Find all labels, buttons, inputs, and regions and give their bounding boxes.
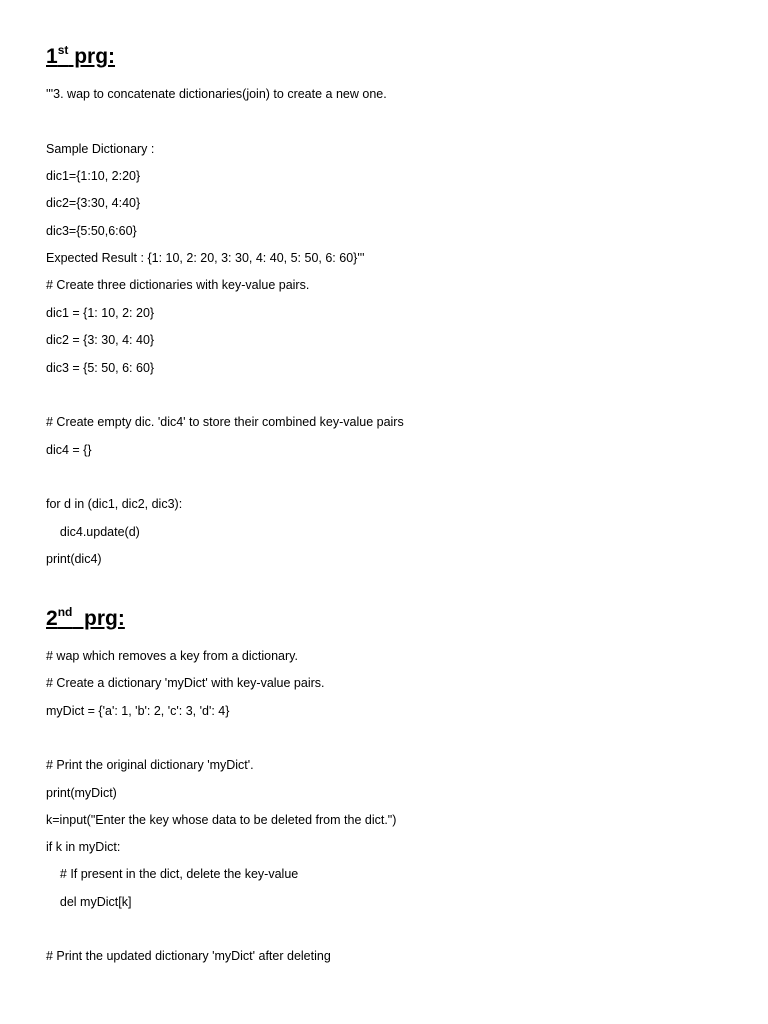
code-line: k=input("Enter the key whose data to be deleted from the dict.") [46, 813, 397, 827]
heading-number: 2 [46, 607, 58, 630]
text-line: Sample Dictionary : [46, 142, 155, 156]
code-line: dic2 = {3: 30, 4: 40} [46, 333, 155, 347]
code-comment: # Create three dictionaries with key-value pairs. [46, 278, 310, 292]
code-line: dic1={1:10, 2:20} [46, 169, 141, 183]
code-line: dic1 = {1: 10, 2: 20} [46, 306, 155, 320]
code-line: myDict = {'a': 1, 'b': 2, 'c': 3, 'd': 4} [46, 704, 230, 718]
heading-ordinal: st [57, 43, 69, 57]
code-line: dic4 = {} [46, 443, 92, 457]
heading-label: prg: [72, 607, 125, 630]
code-comment: # Print the original dictionary 'myDict'. [46, 758, 254, 772]
code-comment: # Print the updated dictionary 'myDict' after deleting [46, 949, 331, 963]
section-1-heading [46, 44, 115, 70]
code-line: del myDict[k] [46, 895, 132, 909]
code-line: dic2={3:30, 4:40} [46, 196, 141, 210]
code-line: dic4.update(d) [46, 525, 140, 539]
code-line: dic3 = {5: 50, 6: 60} [46, 361, 155, 375]
code-line: print(dic4) [46, 552, 102, 566]
text-line: '''3. wap to concatenate dictionaries(join) to create a new one. [46, 87, 387, 101]
code-line: if k in myDict: [46, 840, 121, 854]
text-line: Expected Result : {1: 10, 2: 20, 3: 30, 4: 40, 5: 50, 6: 60}''' [46, 251, 365, 265]
code-comment: # Create empty dic. 'dic4' to store their combined key-value pairs [46, 415, 404, 429]
heading-ordinal: nd [57, 605, 73, 619]
heading-label: prg: [68, 45, 116, 68]
code-comment: # Create a dictionary 'myDict' with key-value pairs. [46, 676, 325, 690]
heading-number: 1 [46, 45, 58, 68]
section-2-heading [46, 606, 125, 632]
code-line: dic3={5:50,6:60} [46, 224, 137, 238]
code-line: print(myDict) [46, 786, 117, 800]
code-comment: # If present in the dict, delete the key-value [46, 867, 299, 881]
code-comment: # wap which removes a key from a dictionary. [46, 649, 298, 663]
code-line: for d in (dic1, dic2, dic3): [46, 497, 183, 511]
